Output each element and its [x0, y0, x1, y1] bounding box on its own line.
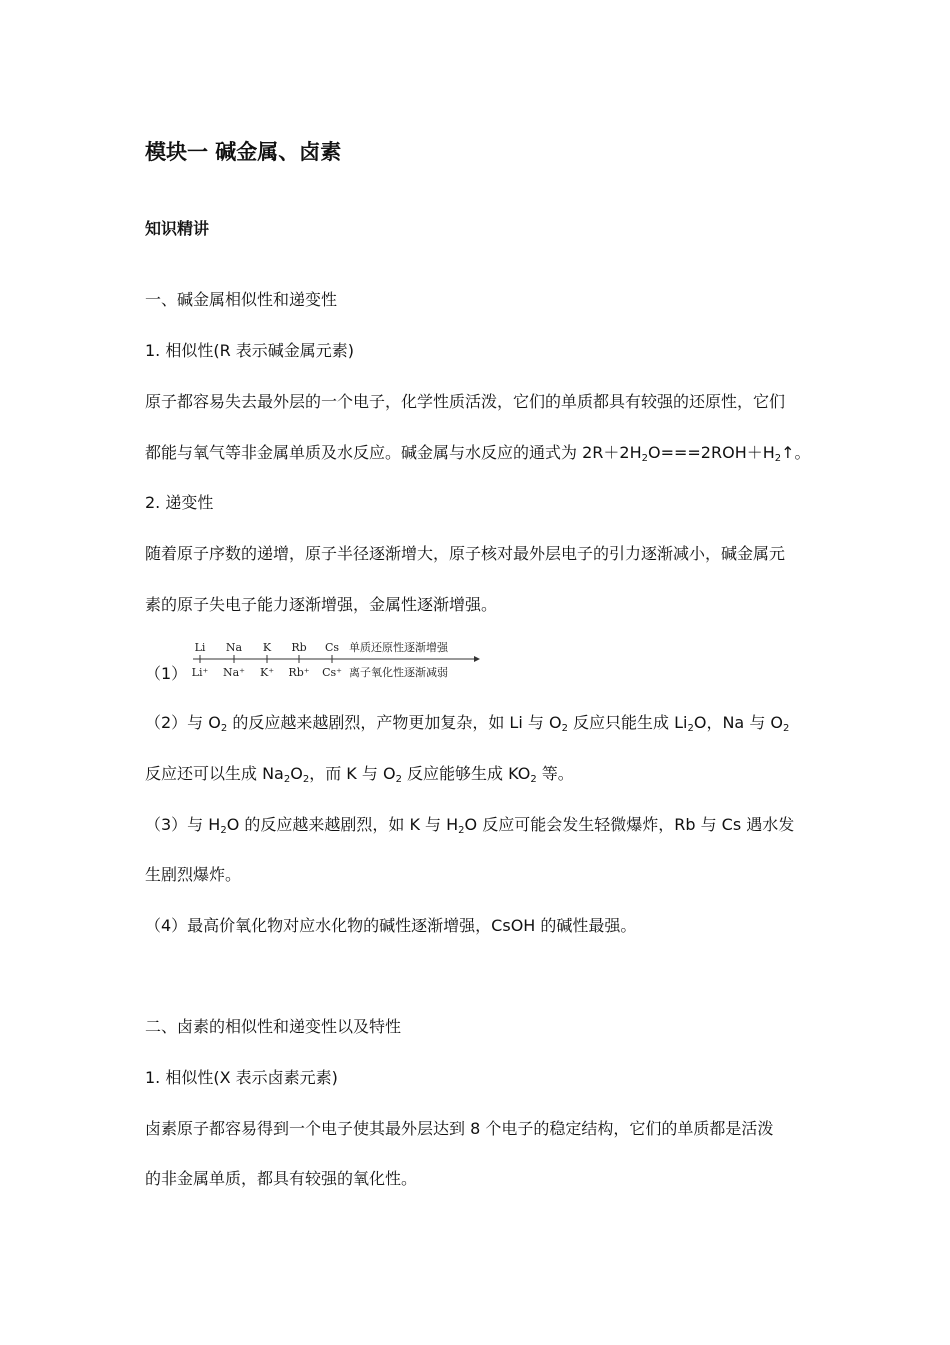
section1-trend-text-1: 随着原子序数的递增，原子半径逐渐增大，原子核对最外层电子的引力逐渐减小，碱金属元 [145, 544, 786, 563]
section1-heading: 一、碱金属相似性和递变性 [145, 290, 338, 309]
item2-line-2: 反应还可以生成 $Na_2O_2$，而 K 与 $O_2$ 反应能够生成 $KO_2$ 等。 [145, 764, 574, 785]
arrow-head-icon [474, 656, 480, 662]
item3-line-1: （3）与 $H_2O$ 的反应越来越剧烈，如 K 与 $H_2O$ 反应可能会发生轻微爆炸，Rb 与 Cs 遇水发 [145, 815, 795, 836]
section-subtitle: 知识精讲 [145, 219, 210, 238]
ion-label: Na⁺ [223, 666, 245, 679]
ion-label: K⁺ [259, 666, 275, 679]
reducibility-trend-label: 单质还原性逐渐增强 [349, 641, 448, 654]
ion-label: Rb⁺ [288, 666, 310, 679]
item3-line-2: 生剧烈爆炸。 [145, 865, 242, 884]
section2-similarity-text-2: 的非金属单质，都具有较强的氧化性。 [145, 1169, 418, 1188]
element-label: K [262, 641, 272, 654]
section1-trend-heading: 2. 递变性 [145, 493, 214, 512]
item4: （4）最高价氧化物对应水化物的碱性逐渐增强，CsOH 的碱性最强。 [145, 916, 637, 935]
section1-similarity-text-2: 都能与氧气等非金属单质及水反应。碱金属与水反应的通式为 $2R+2H_2O===2ROH+H_2↑$。 [145, 443, 811, 464]
item2-line-1: （2）与 $O_2$ 的反应越来越剧烈，产物更加复杂，如 Li 与 $O_2$ 反应只能生成 $Li_2O$，Na 与 $O_2$ [145, 713, 790, 734]
section1-similarity-text-1: 原子都容易失去最外层的一个电子，化学性质活泼，它们的单质都具有较强的还原性，它们 [145, 392, 786, 411]
page-title: 模块一 碱金属、卤素 [145, 140, 342, 164]
section2-similarity-text-1: 卤素原子都容易得到一个电子使其最外层达到 8 个电子的稳定结构，它们的单质都是活泼 [145, 1119, 774, 1138]
section2-heading: 二、卤素的相似性和递变性以及特性 [145, 1017, 402, 1036]
section2-similarity-heading: 1. 相似性(X 表示卤素元素) [145, 1068, 338, 1087]
element-label: Na [225, 641, 243, 654]
element-label: Cs [324, 641, 340, 654]
oxidizability-trend-label: 离子氧化性逐渐减弱 [349, 666, 448, 679]
element-label: Rb [291, 641, 307, 654]
element-label: Li [194, 641, 206, 654]
section1-similarity-heading: 1. 相似性(R 表示碱金属元素) [145, 341, 355, 360]
section1-trend-text-2: 素的原子失电子能力逐渐增强，金属性逐渐增强。 [145, 595, 498, 614]
ion-label: Li⁺ [191, 666, 209, 679]
alkali-trend-diagram [185, 638, 485, 682]
ion-label: Cs⁺ [322, 666, 342, 679]
item1-label: （1） [145, 664, 188, 683]
